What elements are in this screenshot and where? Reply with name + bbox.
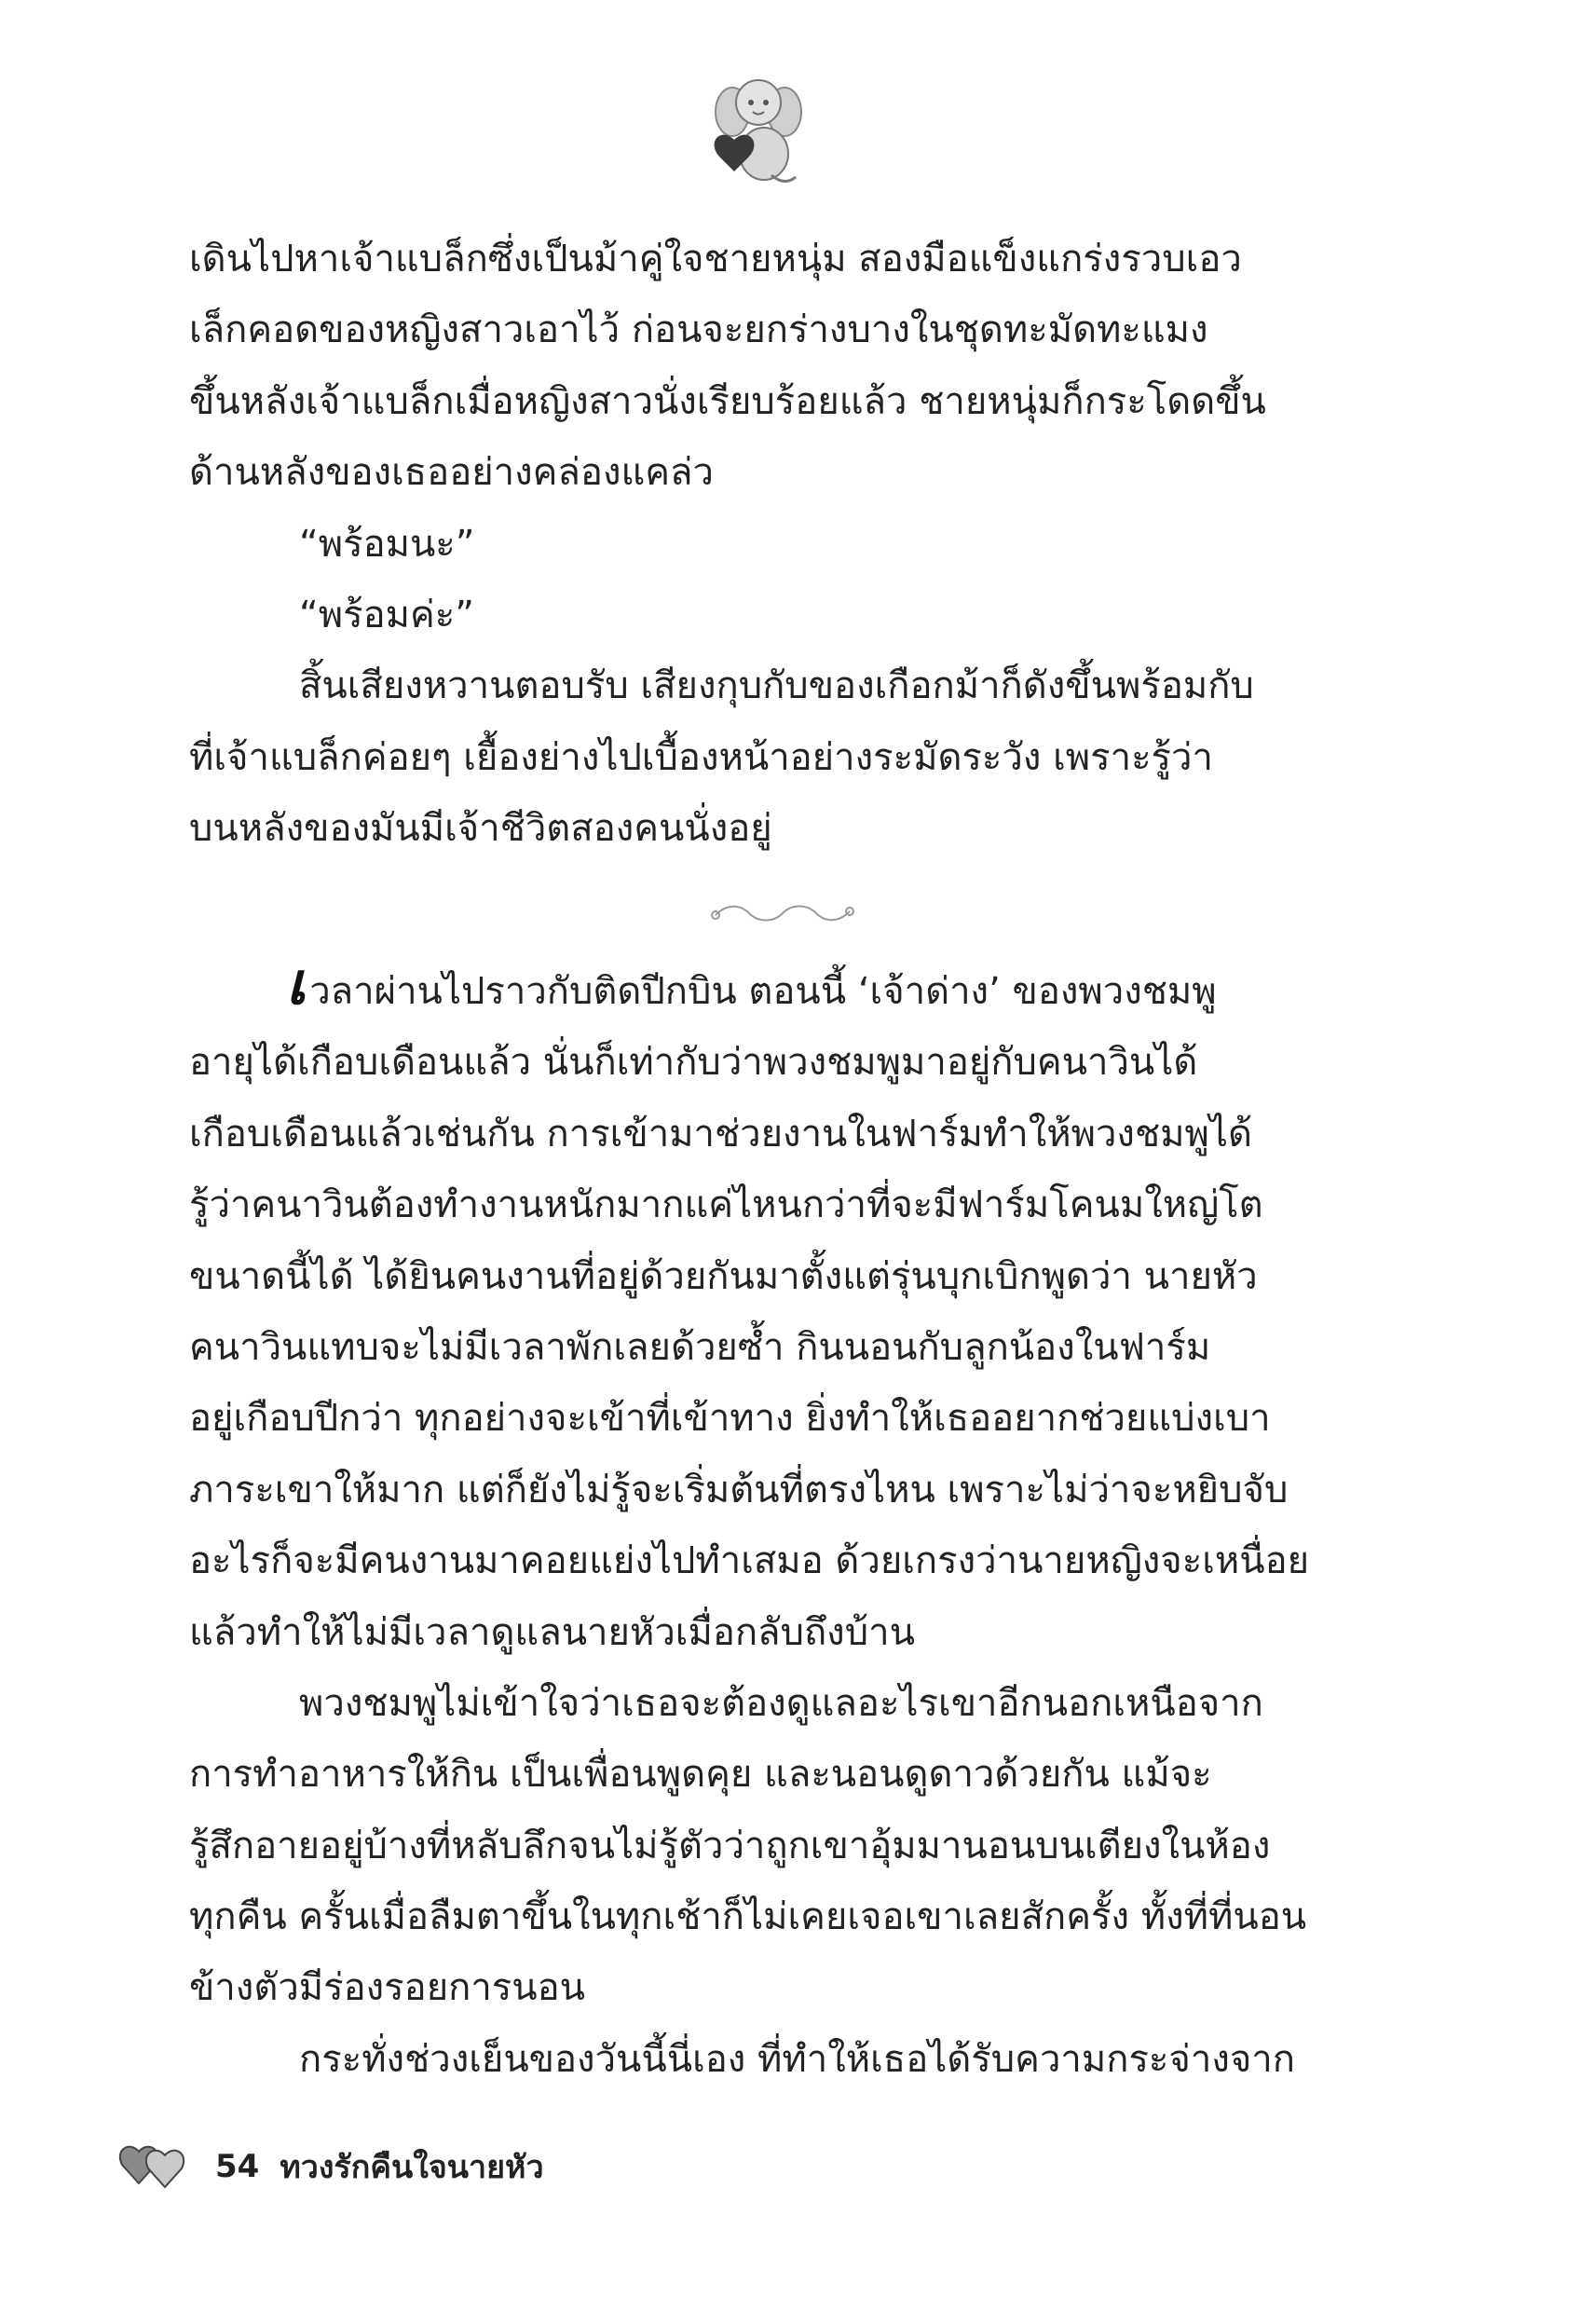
dialogue-line: “พร้อมค่ะ”	[299, 593, 474, 636]
text-line: ที่เจ้าแบล็กค่อยๆ เยื้องย่างไปเบื้องหน้าอย่างระมัดระวัง เพราะรู้ว่า	[189, 735, 1213, 779]
page-footer	[116, 2134, 544, 2199]
text-line: สิ้นเสียงหวานตอบรับ เสียงกุบกับของเกือกม้าก็ดังขึ้นพร้อมกับ	[299, 664, 1254, 708]
section-2	[189, 950, 1321, 2095]
flourish-divider-icon	[708, 895, 857, 932]
text-line: การทำอาหารให้กิน เป็นเพื่อนพูดคุย และนอนดูดาวด้วยกัน แม้จะ	[189, 1753, 1212, 1797]
text-line: เดินไปหาเจ้าแบล็กซึ่งเป็นม้าคู่ใจชายหนุ่ม สองมือแข็งแกร่งรวบเอว	[189, 238, 1242, 280]
text-line: เกือบเดือนแล้วเช่นกัน การเข้ามาช่วยงานในฟาร์มทำให้พวงชมพูได้	[189, 1112, 1252, 1156]
text-line: อะไรก็จะมีคนงานมาคอยแย่งไปทำเสมอ ด้วยเกรงว่านายหญิงจะเหนื่อย	[189, 1539, 1310, 1583]
text-line: ขึ้นหลังเจ้าแบล็กเมื่อหญิงสาวนั่งเรียบร้อยแล้ว ชายหนุ่มก็กระโดดขึ้น	[189, 379, 1266, 423]
text-line: บนหลังของมันมีเจ้าชีวิตสองคนนั่งอยู่	[189, 807, 772, 851]
text-line: ด้านหลังของเธออย่างคล่องแคล่ว	[189, 451, 714, 495]
text-line: รู้สึกอายอยู่บ้างที่หลับลึกจนไม่รู้ตัวว่าถูกเขาอุ้มมานอนบนเตียงในห้อง	[189, 1824, 1271, 1867]
cupid-heart-icon	[706, 65, 809, 196]
text-line: ภาระเขาให้มาก แต่ก็ยังไม่รู้จะเริ่มต้นที่ตรงไหน เพราะไม่ว่าจะหยิบจับ	[189, 1468, 1289, 1511]
text-line: ข้างตัวมีร่องรอยการนอน	[189, 1966, 585, 2010]
text-line: แล้วทำให้ไม่มีเวลาดูแลนายหัวเมื่อกลับถึงบ้าน	[189, 1610, 915, 1654]
text-line: คนาวินแทบจะไม่มีเวลาพักเลยด้วยซ้ำ กินนอนกับลูกน้องในฟาร์ม	[189, 1325, 1211, 1369]
page-number: 54	[215, 2148, 260, 2185]
hearts-icon	[116, 2140, 191, 2193]
section-1	[189, 224, 1321, 865]
first-line	[286, 950, 1321, 1027]
text-line: อยู่เกือบปีกว่า ทุกอย่างจะเข้าที่เข้าทาง ยิ่งทำให้เธออยากช่วยแบ่งเบา	[189, 1397, 1271, 1441]
dialogue-line: “พร้อมนะ”	[299, 522, 475, 566]
text-line: ทุกคืน ครั้นเมื่อลืมตาขึ้นในทุกเช้าก็ไม่เคยเจอเขาเลยสักครั้ง ทั้งที่ที่นอน	[189, 1895, 1307, 1939]
drop-cap: เ	[286, 950, 307, 1018]
text-line: อายุได้เกือบเดือนแล้ว นั่นก็เท่ากับว่าพวงชมพูมาอยู่กับคนาวินได้	[189, 1041, 1198, 1085]
book-title: ทวงรักคืนใจนายหัว	[280, 2149, 544, 2186]
text-line: วลาผ่านไปราวกับติดปีกบิน ตอนนี้ ‘เจ้าด่าง’ ของพวงชมพู	[309, 970, 1217, 1013]
text-line: เล็กคอดของหญิงสาวเอาไว้ ก่อนจะยกร่างบางในชุดทะมัดทะแมง	[189, 308, 1208, 352]
text-line	[189, 950, 1321, 1027]
text-line: รู้ว่าคนาวินต้องทำงานหนักมากแค่ไหนกว่าที่จะมีฟาร์มโคนมใหญ่โต	[189, 1183, 1263, 1227]
text-line: พวงชมพูไม่เข้าใจว่าเธอจะต้องดูแลอะไรเขาอีกนอกเหนือจาก	[299, 1681, 1263, 1725]
text-line: ขนาดนี้ได้ ได้ยินคนงานที่อยู่ด้วยกันมาตั้งแต่รุ่นบุกเบิกพูดว่า นายหัว	[189, 1254, 1258, 1298]
text-line: กระทั่งช่วงเย็นของวันนี้นี่เอง ที่ทำให้เธอได้รับความกระจ่างจาก	[299, 2037, 1295, 2081]
